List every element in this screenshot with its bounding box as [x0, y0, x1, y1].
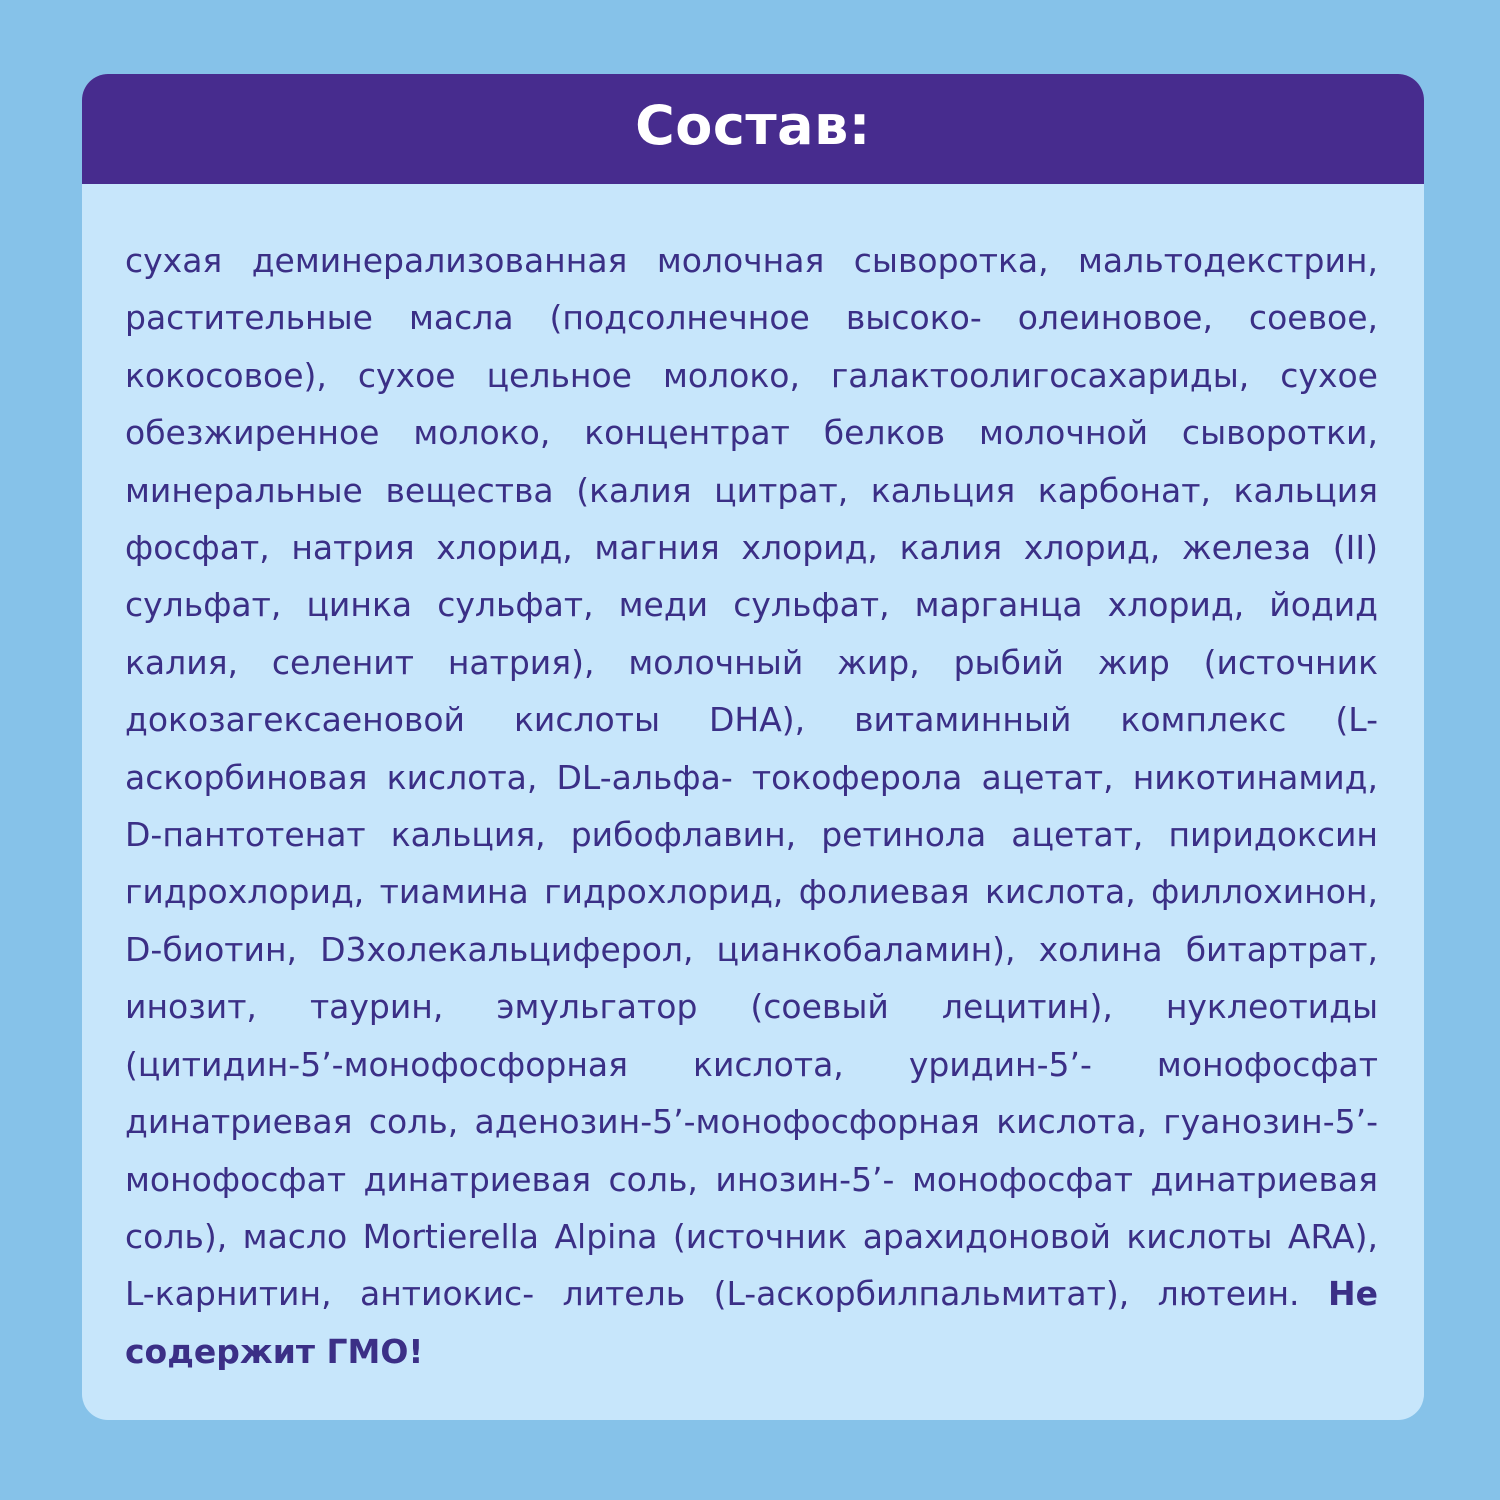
- page-title: Состав:: [635, 93, 871, 157]
- composition-text: сухая деминерализованная молочная сыворотка, мальтодекстрин, растительные масла (подсолнечное высоко- олеиновое, соевое, кокосовое), сухое цельное молоко, галактоолигосахариды, сухое обезжиренное молоко, концентрат белков молочной сыворотки, минеральные вещества (калия цитрат, кальция карбонат, кальция фосфат, натрия хлорид, магния хлорид, калия хлорид, железа (II) сульфат, цинка сульфат, меди сульфат, марганца хлорид, йодид калия, селенит натрия), молочный жир, рыбий жир (источник докозагексаеновой кислоты DHA), витаминный комплекс (L-аскорбиновая кислота, DL-альфа- токоферола ацетат, никотинамид, D-пантотенат кальция, рибофлавин, ретинола ацетат, пиридоксин гидрохлорид, тиамина гидрохлорид, фолиевая кислота, филлохинон, D-биотин, D3холекальциферол, цианкобаламин), холина битартрат, инозит, таурин, эмульгатор (соевый лецитин), нуклеотиды (цитидин-5’-монофосфорная кислота, уридин-5’- монофосфат динатриевая соль, аденозин-5’-монофосфорная кислота, гуанозин-5’-монофосфат динатриевая соль, инозин-5’- монофосфат динатриевая соль), масло Mortierella Alpina (источник арахидоновой кислоты ARA), L-карнитин, антиокис- литель (L-аскорбилпальмитат), лютеин.: [125, 241, 1378, 1314]
- composition-text-block: [125, 232, 1378, 1380]
- composition-card: [82, 74, 1424, 1420]
- gmo-free-notice: Не содержит ГМО!: [125, 1274, 1378, 1371]
- card-header: [82, 74, 1424, 184]
